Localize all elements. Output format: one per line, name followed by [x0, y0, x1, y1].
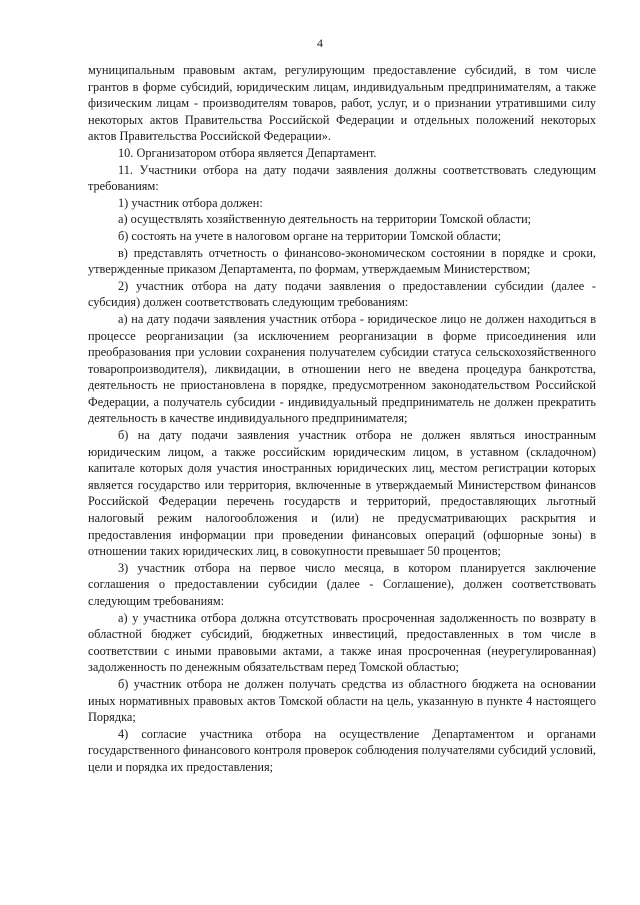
- paragraph-item-1: 1) участник отбора должен:: [118, 195, 263, 210]
- page-number: 4: [317, 36, 323, 50]
- paragraph-item-3: 3) участник отбора на первое число месяца, в котором планируется заключение соглашения о предоставлении субсидии (далее - Соглашение), должен соответствовать следующим требованиям:: [88, 560, 596, 608]
- paragraph-item-3a: а) у участника отбора должна отсутствовать просроченная задолженность по возврату в областной бюджет субсидий, бюджетных инвестиций, предоставленных в том числе в соответствии с иными правовыми актами, а также иная просроченная (неурегулированная) задолженность по денежным обязательствам перед Томской областью;: [88, 610, 596, 675]
- paragraph-item-1a: а) осуществлять хозяйственную деятельность на территории Томской области;: [118, 212, 532, 227]
- paragraph-item-1v: в) представлять отчетность о финансово-экономическом состоянии в порядке и сроки, утвержденные приказом Департамента, по формам, утверждаемым Министерством;: [88, 245, 596, 277]
- paragraph-clause-11: 11. Участники отбора на дату подачи заявления должны соответствовать следующим требованиям:: [88, 162, 596, 194]
- paragraph-clause-10: 10. Организатором отбора является Департамент.: [118, 145, 377, 160]
- paragraph-item-4: 4) согласие участника отбора на осуществление Департаментом и органами государственного финансового контроля проверок соблюдения получателями субсидий условий, цели и порядка их предоставления;: [88, 726, 596, 774]
- paragraph-item-2b: б) на дату подачи заявления участник отбора не должен являться иностранным юридическим лицом, а также российским юридическим лицом, в уставном (складочном) капитале которых доля участия иностранных юридических лиц, местом регистрации которых является государство или территория, включенные в утверждаемый Министерством финансов Российской Федерации перечень государств и территорий, предоставляющих льготный налоговый режим налогообложения и (или) не предусматривающих раскрытия и предоставления информации при проведении финансовых операций (офшорные зоны) в отношении таких юридических лиц, в совокупности превышает 50 процентов;: [88, 428, 596, 559]
- paragraph-item-1b: б) состоять на учете в налоговом органе на территории Томской области;: [118, 228, 502, 243]
- paragraph-item-3b: б) участник отбора не должен получать средства из областного бюджета на основании иных нормативных правовых актов Томской области на цель, указанную в пункте 4 настоящего Порядка;: [88, 676, 596, 725]
- document-body: [88, 62, 596, 776]
- paragraph-item-2a: а) на дату подачи заявления участник отбора - юридическое лицо не должен находиться в процессе реорганизации (за исключением реорганизации в форме присоединения или преобразования при условии сохранения получателем субсидии статуса сельскохозяйственного товаропроизводителя), ликвидации, в отношении него не введена процедура банкротства, деятельность не приостановлена в порядке, предусмотренном законодательством Российской Федерации, а получатель субсидии - индивидуальный предприниматель не должен прекратить деятельность в качестве индивидуального предпринимателя;: [88, 311, 596, 426]
- paragraph-item-2: 2) участник отбора на дату подачи заявления о предоставлении субсидии (далее - субсидия) должен соответствовать следующим требованиям:: [88, 278, 596, 310]
- paragraph-continuation: муниципальным правовым актам, регулирующим предоставление субсидий, в том числе грантов в форме субсидий, юридическим лицам, индивидуальным предпринимателям, а также физическим лицам - производителям товаров, работ, услуг, и о признании утратившими силу некоторых актов Правительства Российской Федерации и отдельных положений некоторых актов Правительства Российской Федерации».: [88, 63, 596, 144]
